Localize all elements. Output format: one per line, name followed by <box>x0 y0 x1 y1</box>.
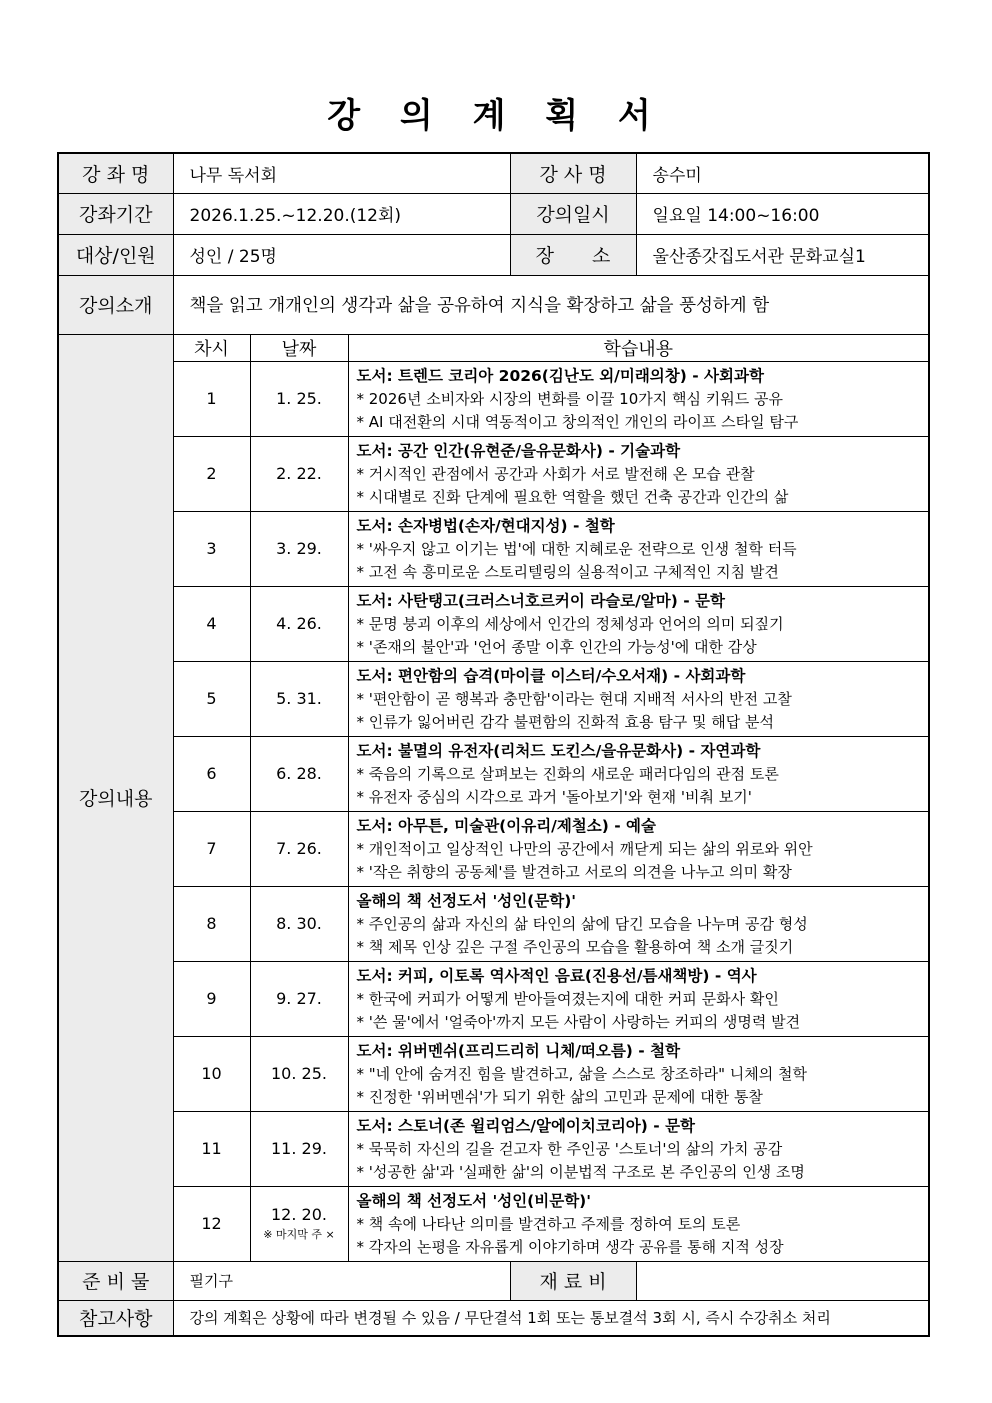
course-name-value: 나무 독서회 <box>173 153 510 193</box>
session-content <box>348 1186 929 1261</box>
row-notes <box>58 1300 929 1336</box>
session-number: 3 <box>173 511 250 586</box>
session-date-cell <box>250 586 348 661</box>
session-line-1: * '싸우지 않고 이기는 법'에 대한 지혜로운 전략으로 인생 철학 터득 <box>356 539 797 558</box>
session-content <box>348 586 929 661</box>
session-date: 10. 25. <box>271 1064 327 1083</box>
session-row <box>58 1186 929 1261</box>
session-date-cell <box>250 361 348 436</box>
session-book: 도서: 사탄탱고(크러스너호르커이 라슬로/알마) - 문학 <box>356 591 725 610</box>
session-line-1: * 죽음의 기록으로 살펴보는 진화의 새로운 패러다임의 관점 토론 <box>356 764 779 783</box>
session-row <box>58 361 929 436</box>
session-line-2: * '성공한 삶'과 '실패한 삶'의 이분법적 구조로 본 주인공의 인생 조명 <box>356 1162 805 1181</box>
session-date: 1. 25. <box>276 389 322 408</box>
label-supplies: 준 비 물 <box>58 1261 173 1300</box>
label-intro: 강의소개 <box>58 275 173 334</box>
session-line-1: * 묵묵히 자신의 길을 걷고자 한 주인공 '스토너'의 삶의 가치 공감 <box>356 1139 783 1158</box>
session-content <box>348 1111 929 1186</box>
session-row <box>58 661 929 736</box>
session-line-1: * "네 안에 숨겨진 힘을 발견하고, 삶을 스스로 창조하라" 니체의 철학 <box>356 1064 807 1083</box>
session-date: 5. 31. <box>276 689 322 708</box>
session-date: 9. 27. <box>276 989 322 1008</box>
session-number: 10 <box>173 1036 250 1111</box>
label-place: 장 소 <box>510 234 636 275</box>
session-line-2: * 책 제목 인상 깊은 구절 주인공의 모습을 활용하여 책 소개 글짓기 <box>356 937 794 956</box>
session-book: 도서: 손자병법(손자/현대지성) - 철학 <box>356 516 615 535</box>
session-date-cell <box>250 886 348 961</box>
row-content-header <box>58 334 929 361</box>
session-date-cell <box>250 1111 348 1186</box>
session-content <box>348 361 929 436</box>
row-target <box>58 234 929 275</box>
session-line-1: * 한국에 커피가 어떻게 받아들여졌는지에 대한 커피 문화사 확인 <box>356 989 779 1008</box>
session-number: 8 <box>173 886 250 961</box>
period-value: 2026.1.25.~12.20.(12회) <box>173 193 510 234</box>
session-row <box>58 1036 929 1111</box>
lecture-plan-table <box>57 152 930 1337</box>
session-content <box>348 661 929 736</box>
label-instructor: 강 사 명 <box>510 153 636 193</box>
session-book: 도서: 커피, 이토록 역사적인 음료(진용선/틈새책방) - 역사 <box>356 966 757 985</box>
header-learning: 학습내용 <box>348 334 929 361</box>
label-content: 강의내용 <box>58 334 173 1261</box>
session-line-2: * 고전 속 흥미로운 스토리텔링의 실용적이고 구체적인 지침 발견 <box>356 562 779 581</box>
session-line-1: * 문명 붕괴 이후의 세상에서 인간의 정체성과 언어의 의미 되짚기 <box>356 614 784 633</box>
session-line-2: * '쓴 물'에서 '얼죽아'까지 모든 사람이 사랑하는 커피의 생명력 발견 <box>356 1012 801 1031</box>
session-row <box>58 961 929 1036</box>
session-date: 11. 29. <box>271 1139 327 1158</box>
session-line-2: * '작은 취향의 공동체'를 발견하고 서로의 의견을 나누고 의미 확장 <box>356 862 792 881</box>
session-content <box>348 961 929 1036</box>
session-number: 6 <box>173 736 250 811</box>
session-date: 6. 28. <box>276 764 322 783</box>
session-date-cell <box>250 736 348 811</box>
session-date-note: ※ 마지막 주 × <box>263 1228 335 1241</box>
session-row <box>58 811 929 886</box>
session-date: 3. 29. <box>276 539 322 558</box>
session-date: 2. 22. <box>276 464 322 483</box>
session-row <box>58 886 929 961</box>
session-line-2: * 유전자 중심의 시각으로 과거 '돌아보기'와 현재 '비춰 보기' <box>356 787 752 806</box>
session-number: 2 <box>173 436 250 511</box>
session-date: 8. 30. <box>276 914 322 933</box>
session-book: 도서: 공간 인간(유현준/을유문화사) - 기술과학 <box>356 441 681 460</box>
session-book: 도서: 편안함의 습격(마이클 이스터/수오서재) - 사회과학 <box>356 666 746 685</box>
session-number: 7 <box>173 811 250 886</box>
session-number: 1 <box>173 361 250 436</box>
session-line-1: * 책 속에 나타난 의미를 발견하고 주제를 정하여 토의 토론 <box>356 1214 741 1233</box>
session-content <box>348 436 929 511</box>
target-value: 성인 / 25명 <box>173 234 510 275</box>
supplies-value: 필기구 <box>173 1261 510 1300</box>
label-notes: 참고사항 <box>58 1300 173 1336</box>
session-line-2: * 진정한 '위버멘쉬'가 되기 위한 삶의 고민과 문제에 대한 통찰 <box>356 1087 763 1106</box>
session-row <box>58 1111 929 1186</box>
label-period: 강좌기간 <box>58 193 173 234</box>
session-date-cell <box>250 811 348 886</box>
row-intro <box>58 275 929 334</box>
session-line-1: * 개인적이고 일상적인 나만의 공간에서 깨닫게 되는 삶의 위로와 위안 <box>356 839 813 858</box>
session-row <box>58 586 929 661</box>
session-date-cell <box>250 1186 348 1261</box>
schedule-value: 일요일 14:00~16:00 <box>636 193 929 234</box>
session-date: 12. 20. <box>271 1205 327 1224</box>
place-value: 울산종갓집도서관 문화교실1 <box>636 234 929 275</box>
row-supplies <box>58 1261 929 1300</box>
label-schedule: 강의일시 <box>510 193 636 234</box>
session-number: 12 <box>173 1186 250 1261</box>
session-line-1: * '편안함이 곧 행복과 충만함'이라는 현대 지배적 서사의 반전 고찰 <box>356 689 792 708</box>
session-content <box>348 886 929 961</box>
session-book: 올해의 책 선정도서 '성인(비문학)' <box>356 1191 591 1210</box>
session-date-cell <box>250 1036 348 1111</box>
session-content <box>348 736 929 811</box>
session-line-2: * AI 대전환의 시대 역동적이고 창의적인 개인의 라이프 스타일 탐구 <box>356 412 799 431</box>
label-course-name: 강 좌 명 <box>58 153 173 193</box>
session-book: 도서: 아무튼, 미술관(이유리/제철소) - 예술 <box>356 816 657 835</box>
session-line-2: * '존재의 불안'과 '언어 종말 이후 인간의 가능성'에 대한 감상 <box>356 637 757 656</box>
intro-value: 책을 읽고 개개인의 생각과 삶을 공유하여 지식을 확장하고 삶을 풍성하게 함 <box>173 275 929 334</box>
session-number: 9 <box>173 961 250 1036</box>
session-line-2: * 각자의 논평을 자유롭게 이야기하며 생각 공유를 통해 지적 성장 <box>356 1237 784 1256</box>
label-target: 대상/인원 <box>58 234 173 275</box>
session-line-1: * 2026년 소비자와 시장의 변화를 이끌 10가지 핵심 키워드 공유 <box>356 389 783 408</box>
document-title: 강 의 계 획 서 <box>327 96 665 136</box>
row-course-name <box>58 153 929 193</box>
session-date: 4. 26. <box>276 614 322 633</box>
notes-value: 강의 계획은 상황에 따라 변경될 수 있음 / 무단결석 1회 또는 통보결석 3회 시, 즉시 수강취소 처리 <box>173 1300 929 1336</box>
row-period <box>58 193 929 234</box>
session-content <box>348 1036 929 1111</box>
session-row <box>58 511 929 586</box>
session-row <box>58 436 929 511</box>
session-line-1: * 주인공의 삶과 자신의 삶 타인의 삶에 담긴 모습을 나누며 공감 형성 <box>356 914 808 933</box>
session-line-2: * 인류가 잃어버린 감각 불편함의 진화적 효용 탐구 및 해답 분석 <box>356 712 774 731</box>
session-book: 올해의 책 선정도서 '성인(문학)' <box>356 891 577 910</box>
session-line-2: * 시대별로 진화 단계에 필요한 역할을 했던 건축 공간과 인간의 삶 <box>356 487 789 506</box>
session-content <box>348 811 929 886</box>
session-date-cell <box>250 661 348 736</box>
session-date-cell <box>250 961 348 1036</box>
session-number: 4 <box>173 586 250 661</box>
session-date-cell <box>250 436 348 511</box>
session-line-1: * 거시적인 관점에서 공간과 사회가 서로 발전해 온 모습 관찰 <box>356 464 755 483</box>
header-session: 차시 <box>173 334 250 361</box>
session-number: 5 <box>173 661 250 736</box>
header-date: 날짜 <box>250 334 348 361</box>
fee-value <box>636 1261 929 1300</box>
session-date: 7. 26. <box>276 839 322 858</box>
session-row <box>58 736 929 811</box>
instructor-value: 송수미 <box>636 153 929 193</box>
session-book: 도서: 스토너(존 윌리엄스/알에이치코리아) - 문학 <box>356 1116 696 1135</box>
session-book: 도서: 트렌드 코리아 2026(김난도 외/미래의창) - 사회과학 <box>356 366 764 385</box>
session-book: 도서: 위버멘쉬(프리드리히 니체/떠오름) - 철학 <box>356 1041 681 1060</box>
session-content <box>348 511 929 586</box>
session-date-cell <box>250 511 348 586</box>
session-book: 도서: 불멸의 유전자(리처드 도킨스/을유문화사) - 자연과학 <box>356 741 761 760</box>
label-fee: 재 료 비 <box>510 1261 636 1300</box>
session-number: 11 <box>173 1111 250 1186</box>
